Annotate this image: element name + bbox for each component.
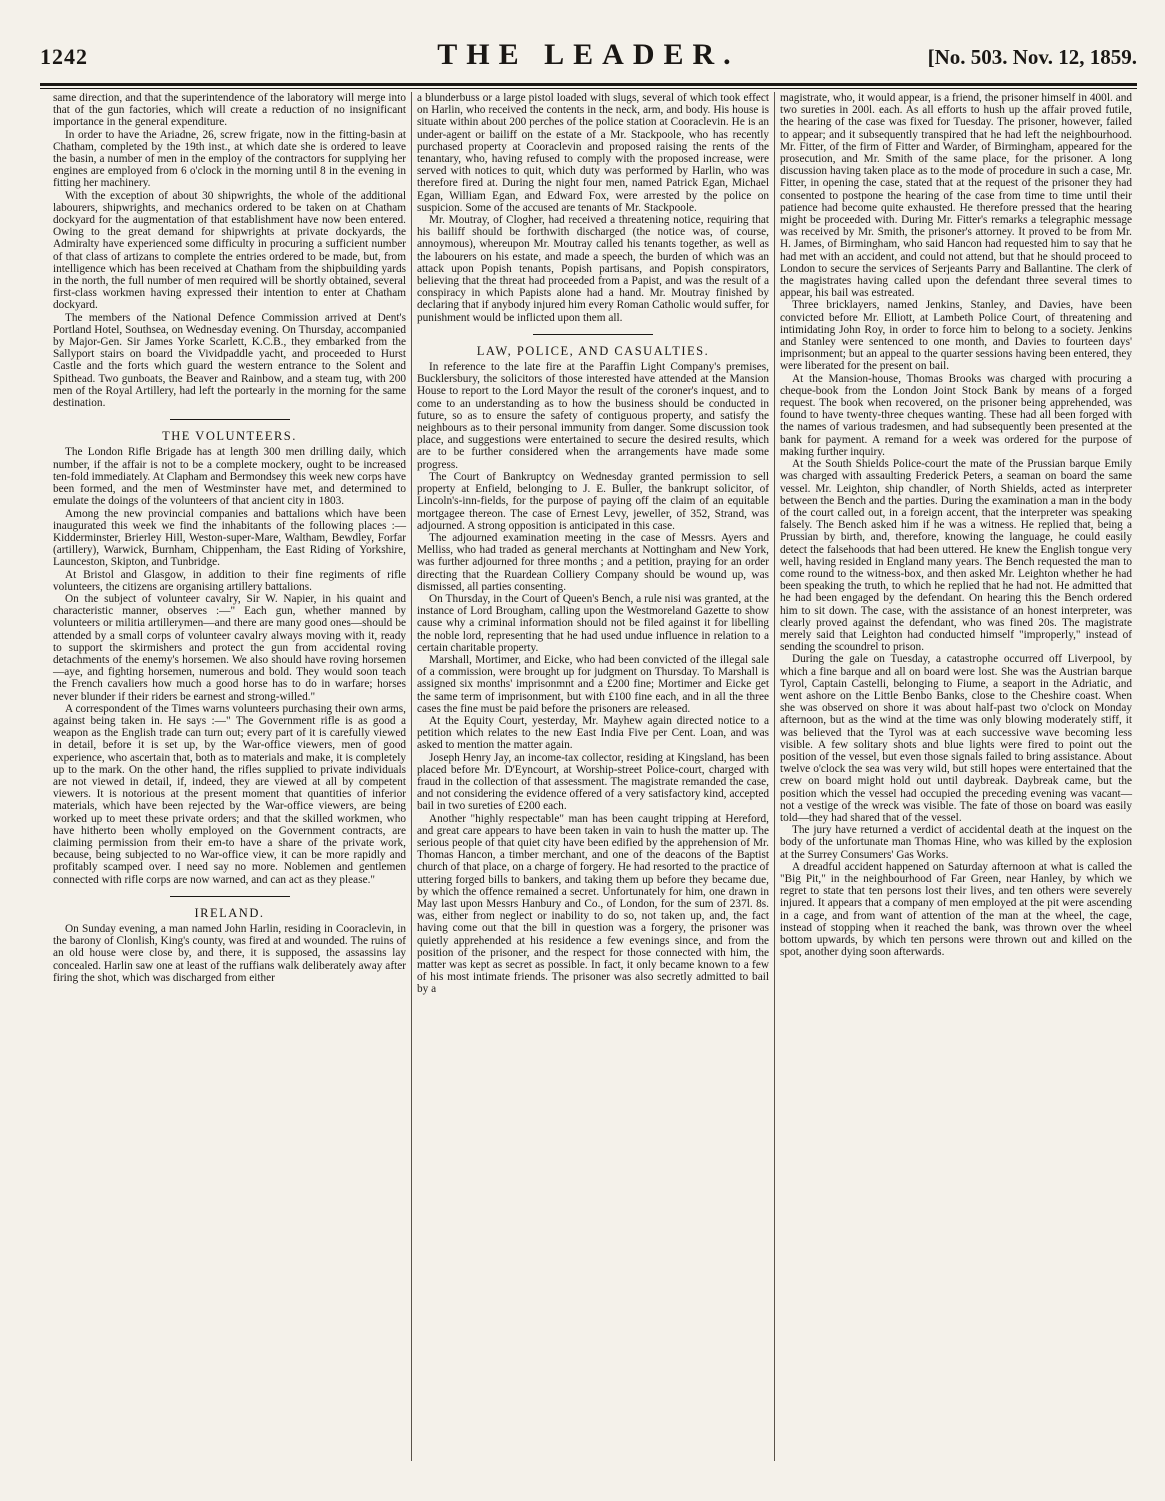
paragraph: The London Rifle Brigade has at length 300 men drilling daily, which number, if the affair is not to be a complete mockery, ought to be increased ten-fold immediately. At Clapham and Bermondsey this week new corps have been formed, and the men of Westminster have met, and determined to emulate the doings of the volunteers of that ancient city in 1803.	[53, 446, 406, 508]
paragraph: At Bristol and Glasgow, in addition to their fine regiments of rifle volunteers, the citizens are organising artillery battalions.	[53, 568, 406, 593]
page-number: 1242	[40, 44, 88, 69]
paragraph: On the subject of volunteer cavalry, Sir W. Napier, in his quaint and characteristic manner, observes :—" Each gun, whether manned by volunteers or militia artillerymen—and there are many good ones—should be attended by a small corps of volunteer cavalry always moving with it, ready to support the skirmishers and protect the gun from accidental roving detachments of the enemy's horsemen. We also should have roving horsemen—aye, and fighting horsemen, numerous and bold. They would soon teach the French cavaliers how much a good horse has to do in warfare; horses never blunder if their riders be earnest and strong-willed."	[53, 592, 406, 703]
paragraph: With the exception of about 30 shipwrights, the whole of the additional labourers, shipwrights, and mechanics ordered to be taken on at Chatham dockyard for the augmentation of that establishment have now been entered. Owing to the great demand for shipwrights at private dockyards, the Admiralty have experienced some difficulty in procuring a sufficient number of that class of artizans to complete the entries ordered to be made, but, from intelligence which has been received at Chatham from the shipbuilding yards in the north, the full number of men required will be shortly obtained, several first-class workmen having expressed their intention to enter at Chatham dockyard.	[53, 189, 406, 312]
section-heading-volunteers: THE VOLUNTEERS.	[162, 429, 297, 444]
paragraph: On Thursday, in the Court of Queen's Bench, a rule nisi was granted, at the instance of Lord Brougham, calling upon the Westmoreland Gazette to show cause why a criminal information should not be filed against it for libelling the noble lord, representing that he had used undue influence in relation to a certain charitable property.	[417, 592, 769, 654]
paragraph: At the Mansion-house, Thomas Brooks was charged with procuring a cheque-book from the London Joint Stock Bank by means of a forged request. The book when recovered, on the prisoner being apprehended, was found to have twenty-three cheques wanting. These had all been forged with the names of various tradesmen, and had subsequently been presented at the bank for payment. A remand for a week was ordered for the purpose of making further inquiry.	[780, 372, 1132, 458]
paragraph: a blunderbuss or a large pistol loaded with slugs, several of which took effect on Harlin, who received the contents in the neck, arm, and body. His house is situate within about 200 perches of the police station at Cooraclevin. He is an under-agent or bailiff on the estate of a Mr. Stackpoole, who has recently purchased property at Cooraclevin and proposed raising the rents of the tenantary, who, having refused to comply with the proposed increase, were served with notices to quit, which duty was performed by Harlin, who was therefore fired at. During the night four men, named Patrick Egan, Michael Egan, William Egan, and Edward Fox, were arrested by the police on suspicion. Some of the accused are tenants of Mr. Stackpoole.	[417, 92, 769, 214]
paragraph: At the South Shields Police-court the mate of the Prussian barque Emily was charged with assaulting Frederick Peters, a seaman on board the same vessel. Mr. Leighton, ship chandler, of North Shields, acted as interpreter between the Bench and the parties. During the examination a man in the body of the court called out, in a foreign accent, that the interpreter was speaking falsely. The Bench asked him if he was a witness. He replied that, being a Prussian by birth, and, therefore, knowing the language, he could easily detect the falsehoods that had been uttered. He knew the English tongue very well, having resided in England many years. The Bench requested the man to come round to the witness-box, and then asked Mr. Leighton whether he had been speaking the truth, to which he replied that he had not. He admitted that he had been engaged by the defendant. On hearing this the Bench ordered him to sit down. The case, with the assistance of an honest interpreter, was clearly proved against the defendant, who was fined 20s. The magistrate merely said that Leighton had conducted himself "improperly," instead of sending the scoundrel to prison.	[780, 458, 1132, 654]
paragraph: The jury have returned a verdict of accidental death at the inquest on the body of the unfortunate man Thomas Hine, who was killed by the explosion at the Surrey Consumers' Gas Works.	[780, 824, 1132, 861]
article-columns	[48, 92, 1137, 1461]
paragraph: The adjourned examination meeting in the case of Messrs. Ayers and Melliss, who had traded as general merchants at Nottingham and New York, was further adjourned for three months ; and a petition, praying for an order directing that the Ruardean Colliery Company should be wound up, was dismissed, all parties consenting.	[417, 531, 769, 593]
column-2	[411, 92, 774, 1461]
paragraph: A correspondent of the Times warns volunteers purchasing their own arms, against being taken in. He says :—" The Government rifle is as good a weapon as the English trade can turn out; every part of it is carefully viewed in detail, before it is set up, by the War-office viewers, men of good experience, who ascertain that, both as to materials and make, it is completely up to the mark. On the other hand, the rifles supplied to private individuals are not viewed in detail, if, indeed, they are viewed at all by competent viewers. It is notorious at the present moment that quantities of inferior materials, which have been rejected by the War-office viewers, are being worked up to meet these private orders; and that the skilled workmen, who have hitherto been wholly employed on the Government contracts, are claiming permission from their em-to have a share of the private work, because, being subjected to no War-office view, it can be more rapidly and profitably scamped over. I need say no more. Noblemen and gentlemen connected with rifle corps are now warned, and can act as they please."	[53, 702, 406, 886]
paragraph: In reference to the late fire at the Paraffin Light Company's premises, Bucklersbury, the solicitors of those interested have attended at the Mansion House to report to the Lord Mayor the result of the coroner's inquest, and to come to an understanding as to how the business should be conducted in future, so as to ensure the safety of contiguous property, and satisfy the neighbours as to their personal immunity from danger. Some discussion took place, and suggestions were entertained to secure the desired results, which are to be further considered when the arrangements have made some progress.	[417, 361, 769, 471]
paragraph: Mr. Moutray, of Clogher, had received a threatening notice, requiring that his bailiff should be forthwith discharged (the notice was, of course, annoymous), whereupon Mr. Moutray called his tenants together, as well as the labourers on his estate, and made a speech, the burden of which was an attack upon Popish tenants, Popish partisans, and Popish conspirators, believing that the threat had proceeded from a Papist, and was the result of a conspiracy in which Papists alone had a hand. Mr. Moutray finished by declaring that if anybody injured him every Roman Catholic would suffer, for punishment would be inflicted upon them all.	[417, 214, 769, 324]
paragraph: Another "highly respectable" man has been caught tripping at Hereford, and great care appears to have been taken in vain to hush the matter up. The serious people of that quiet city have been edified by the apprehension of Mr. Thomas Hancon, a timber merchant, and one of the deacons of the Baptist church of that place, on a charge of forgery. He had resorted to the practice of uttering forged bills to bankers, and taking them up before they became due, by which the offence remained a secret. Unfortunately for him, one drawn in May last upon Messrs Hanbury and Co., of London, for the sum of 237l. 8s. was, either from neglect or inability to do so, not taken up, and, the fact having come out that the bill in question was a forgery, the prisoner was quietly apprehended at his residence a few evenings since, and from the position of the prisoner, and the respect for those connected with him, the matter was kept as secret as possible. In fact, it only became known to a few of his most intimate friends. The prisoner was also secretly admitted to bail by a	[417, 812, 769, 996]
paragraph: During the gale on Tuesday, a catastrophe occurred off Liverpool, by which a fine barque and all on board were lost. She was the Austrian barque Tyrol, Captain Castelli, belonging to Fiume, a seaport in the Adriatic, and went ashore on the Little Benbo Banks, close to the Cheshire coast. When she was observed on shore it was about half-past two o'clock on Monday afternoon, but as the wind at the time was only blowing moderately stiff, it was believed that the Tyrol was at each successive wave becoming less visible. A few solitary shots and blue lights were fired to point out the position of the vessel, but even those signals failed to bring assistance. About twelve o'clock the sea was very wild, but still hopes were entertained that the crew on board might hold out until daybreak. Daybreak came, but the position which the vessel had occupied the preceding evening was vacant—not a vestige of the wreck was visible. The fate of those on board was easily told—they had shared that of the vessel.	[780, 653, 1132, 824]
masthead-rule-thin	[40, 88, 1137, 89]
paragraph: Joseph Henry Jay, an income-tax collector, residing at Kingsland, has been placed before Mr. D'Eyncourt, at Worship-street Police-court, charged with fraud in the collection of that assessment. The magistrate remanded the case, and not considering the evidence offered of a very satisfactory kind, accepted bail in two sureties of £200 each.	[417, 751, 769, 813]
paragraph: In order to have the Ariadne, 26, screw frigate, now in the fitting-basin at Chatham, completed by the 19th inst., at which date she is ordered to leave the basin, a number of men in the employ of the contractors for supplying her engines are employed from 6 o'clock in the morning until 8 in the evening in fitting her machinery.	[53, 128, 406, 190]
section-heading-law: LAW, POLICE, AND CASUALTIES.	[476, 343, 710, 358]
paragraph: same direction, and that the superintendence of the laboratory will merge into that of the gun factories, which will create a reduction of no insignificant importance in the general expenditure.	[53, 92, 406, 129]
paragraph: At the Equity Court, yesterday, Mr. Mayhew again directed notice to a petition which relates to the new East India Five per Cent. Loan, and was asked to mention the matter again.	[417, 714, 769, 752]
masthead-rule	[40, 83, 1137, 86]
newspaper-title: THE LEADER.	[437, 38, 740, 71]
section-divider	[170, 896, 290, 897]
issue-info: [No. 503. Nov. 12, 1859.	[927, 45, 1137, 69]
paragraph: The Court of Bankruptcy on Wednesday granted permission to sell property at Enfield, belonging to J. E. Buller, the bankrupt solicitor, of Lincoln's-inn-fields, for the purpose of paying off the claim of an equitable mortgagee thereon. The case of Ernest Levy, jeweller, of 352, Strand, was adjourned. A strong opposition is anticipated in this case.	[417, 470, 769, 532]
paragraph: Three bricklayers, named Jenkins, Stanley, and Davies, have been convicted before Mr. Elliott, at Lambeth Police Court, of threatening and intimidating John Roy, in order to force him to belong to a society. Jenkins and Stanley were sentenced to one month, and Davies to fourteen days' imprisonment; but an appeal to the quarter sessions having been entered, they were liberated for the present on bail.	[780, 299, 1132, 373]
paragraph: A dreadful accident happened on Saturday afternoon at what is called the "Big Pit," in the neighbourhood of Far Green, near Hanley, by which we regret to state that ten persons lost their lives, and ten others were severely injured. It appears that a company of men employed at the pit were ascending in a cage, and from want of attention of the man at the wheel, the cage, instead of stopping when it reached the bank, was thrown over the wheel bottom upwards, by which ten persons were thrown out and killed on the spot, another dying soon afterwards.	[780, 860, 1132, 959]
section-divider	[533, 334, 653, 335]
masthead	[40, 38, 1137, 84]
column-3	[774, 92, 1137, 1461]
section-divider	[170, 419, 290, 420]
paragraph: The members of the National Defence Commission arrived at Dent's Portland Hotel, Southsea, on Wednesday evening. On Thursday, accompanied by Major-Gen. Sir James Yorke Scarlett, K.C.B., they embarked from the Sallyport stairs on board the Vividpaddle yacht, and proceeded to Hurst Castle and the forts which guard the western entrance to the Solent and Spithead. Two gunboats, the Beaver and Rainbow, and a steam tug, with 200 men of the Royal Artillery, had left the portearly in the morning for the same destination.	[53, 311, 406, 410]
paragraph: magistrate, who, it would appear, is a friend, the prisoner himself in 400l. and two sureties in 200l. each. As all efforts to hush up the affair proved futile, the hearing of the case was fixed for Tuesday. The prisoner, however, failed to appear; and it subsequently transpired that he had left the neighbourhood. Mr. Fitter, of the firm of Fitter and Warder, of Birmingham, appeared for the prosecution, and Mr. Smith of the same place, for the prisoner. A long discussion having taken place as to the mode of procedure in such a case, Mr. Fitter, in opening the case, stated that at the request of the prisoner they had consented to postpone the hearing of the case from time to time until their patience had become quite exhausted. He therefore pressed that the hearing might be proceeded with. During Mr. Fitter's remarks a telegraphic message was received by Mr. Smith, the prisoner's attorney. It proved to be from Mr. H. James, of Birmingham, who said Hancon had requested him to say that he had met with an accident, and could not attend, but that he should proceed to London to secure the services of Serjeants Parry and Ballantine. The clerk of the magistrates having called upon the defendant three several times to appear, his bail was estreated.	[780, 92, 1132, 300]
paragraph: On Sunday evening, a man named John Harlin, residing in Cooraclevin, in the barony of Clonlish, King's county, was fired at and wounded. The ruins of an old house were close by, and there, it is supposed, the assassins lay concealed. Harlin saw one at least of the ruffians walk deliberately away after firing the shot, which was discharged from either	[53, 923, 406, 984]
column-1	[48, 92, 411, 1461]
paragraph: Among the new provincial companies and battalions which have been inaugurated this week we find the inhabitants of the following places :—Kidderminster, Brierley Hill, Weston-super-Mare, Waltham, Bewdley, Forfar (artillery), Warwick, Burnham, Chippenham, the East Riding of Yorkshire, Launceston, Skipton, and Tunbridge.	[53, 507, 406, 569]
paragraph: Marshall, Mortimer, and Eicke, who had been convicted of the illegal sale of a commission, were brought up for judgment on Thursday. To Marshall is assigned six months' imprisonmnt and a £200 fine; Mortimer and Eicke get the same term of imprisonment, but with £100 fine each, and in all the three cases the fine must be paid before the prisoners are released.	[417, 653, 769, 715]
section-heading-ireland: IRELAND.	[194, 905, 265, 920]
